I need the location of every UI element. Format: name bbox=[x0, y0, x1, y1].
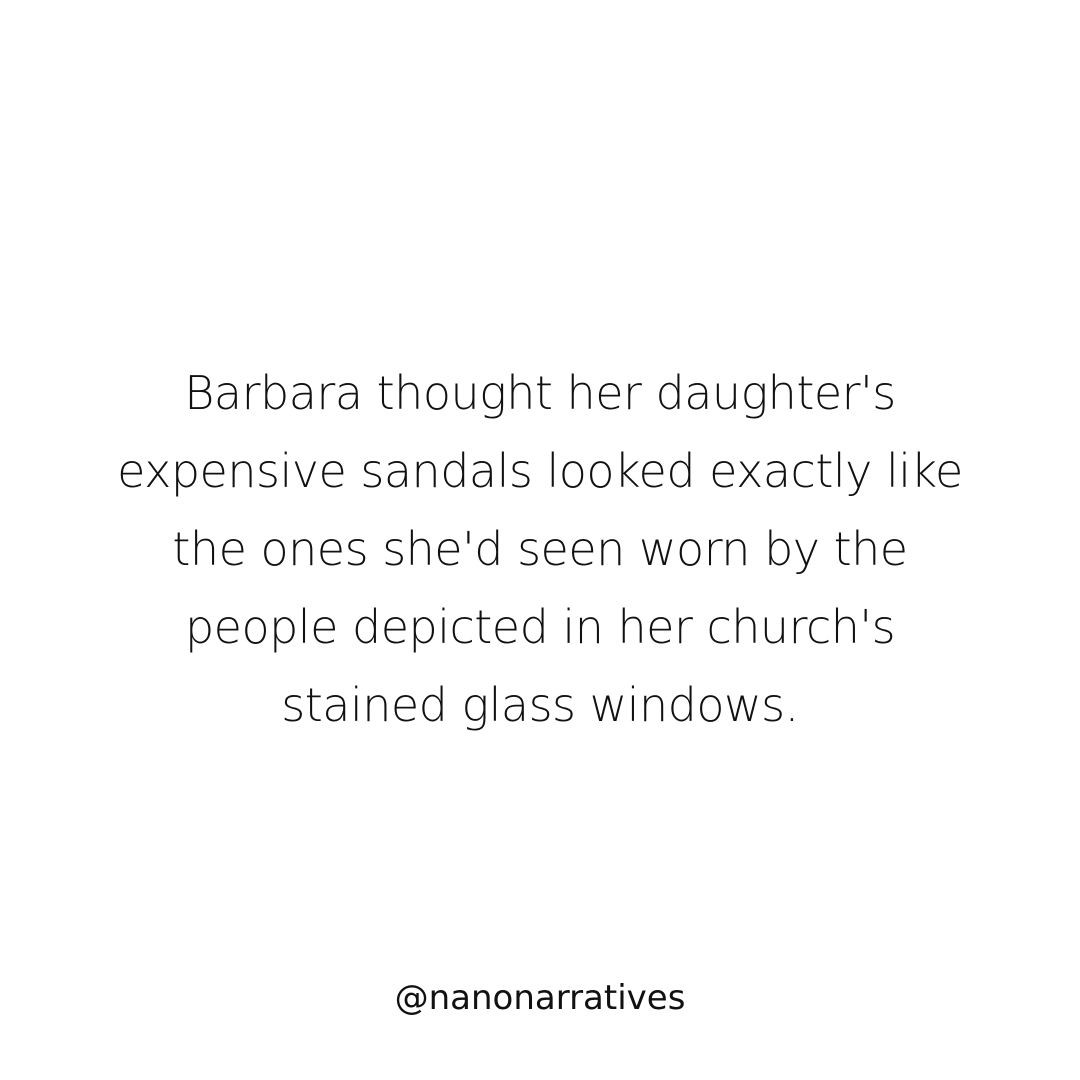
story-line: Barbara thought her daughter's bbox=[184, 366, 896, 420]
story-line: stained glass windows. bbox=[281, 678, 799, 732]
story-line: the ones she'd seen worn by the bbox=[172, 522, 908, 576]
story-line: people depicted in her church's bbox=[184, 600, 896, 654]
author-handle: @nanonarratives bbox=[394, 978, 686, 1018]
story-line: expensive sandals looked exactly like bbox=[117, 444, 963, 498]
story-text bbox=[0, 354, 1080, 744]
